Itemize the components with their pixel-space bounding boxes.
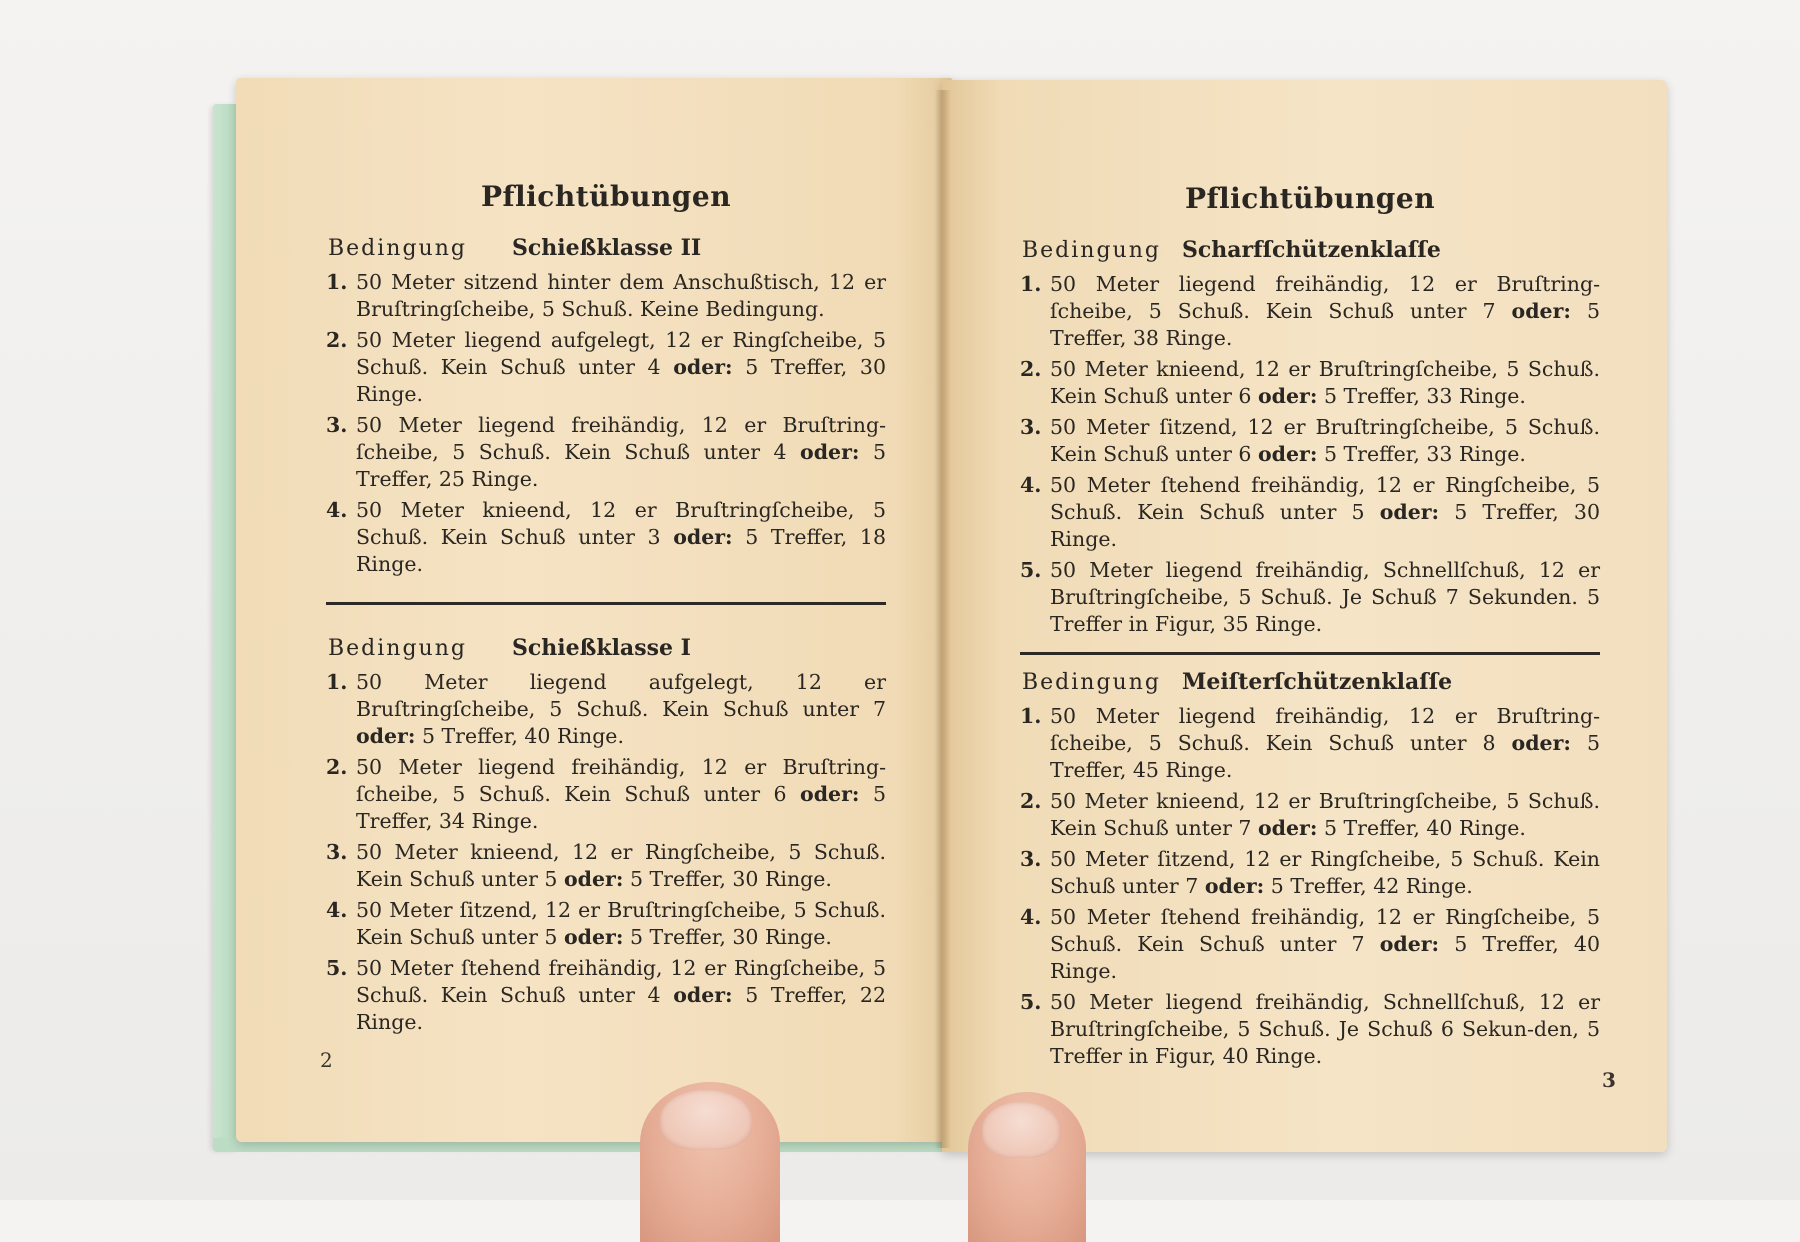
item-text-post: 5 Treffer, 30 Ringe. xyxy=(356,355,886,406)
exercise-item xyxy=(326,955,886,1036)
exercise-item xyxy=(1020,703,1600,784)
item-text xyxy=(1050,788,1600,842)
item-number: 3. xyxy=(1020,847,1042,871)
item-text-post: 5 Treffer, 38 Ringe. xyxy=(1050,299,1600,350)
item-text-pre: 50 Meter liegend freihändig, 12 er Bruſtring-ſcheibe, 5 Schuß. Kein Schuß unter 7 xyxy=(1050,272,1600,323)
right-page-content xyxy=(1020,182,1600,1074)
item-text-bold: oder: xyxy=(1379,932,1440,956)
item-text-pre: 50 Meter ſtehend freihändig, 12 er Ringſcheibe, 5 Schuß. Kein Schuß unter 4 xyxy=(356,956,886,1007)
item-text-bold: oder: xyxy=(1257,442,1318,466)
item-text xyxy=(356,269,886,323)
item-number: 4. xyxy=(326,898,348,922)
item-number: 2. xyxy=(326,755,348,779)
item-text-pre: 50 Meter ſtehend freihändig, 12 er Ringſcheibe, 5 Schuß. Kein Schuß unter 7 xyxy=(1050,905,1600,956)
class-name: Schießklasse I xyxy=(511,635,691,661)
exercise-item xyxy=(1020,414,1600,468)
item-text-bold: oder: xyxy=(1379,500,1440,524)
exercise-item xyxy=(1020,846,1600,900)
item-text-bold: oder: xyxy=(1511,731,1571,755)
left-page-content xyxy=(326,180,886,1040)
exercise-item xyxy=(326,412,886,493)
item-number: 4. xyxy=(326,498,348,522)
item-text xyxy=(1050,904,1600,985)
item-text-bold: oder: xyxy=(1511,299,1571,323)
page-title: Pflichtübungen xyxy=(480,180,732,213)
right-thumb xyxy=(968,1092,1086,1242)
item-number: 1. xyxy=(1020,272,1042,296)
item-text-pre: 50 Meter liegend freihändig, 12 er Bruſtring-ſcheibe, 5 Schuß. Kein Schuß unter 8 xyxy=(1050,704,1600,755)
item-text-pre: 50 Meter ſitzend, 12 er Bruſtringſcheibe, 5 Schuß. Kein Schuß unter 6 xyxy=(1050,415,1600,466)
section-header xyxy=(1020,237,1600,263)
item-text xyxy=(356,497,886,578)
exercise-item xyxy=(1020,472,1600,553)
item-text-bold: oder: xyxy=(563,867,624,891)
item-number: 4. xyxy=(1020,905,1042,929)
item-text-pre: 50 Meter knieend, 12 er Bruſtringſcheibe, 5 Schuß. Kein Schuß unter 3 xyxy=(356,498,886,549)
item-number: 1. xyxy=(1020,704,1042,728)
item-text-post: 5 Treffer, 33 Ringe. xyxy=(1323,384,1526,408)
item-text-pre: 50 Meter liegend aufgelegt, 12 er Bruſtringſcheibe, 5 Schuß. Kein Schuß unter 7 xyxy=(356,670,886,721)
item-text-pre: 50 Meter liegend freihändig, 12 er Bruſtring-ſcheibe, 5 Schuß. Kein Schuß unter 6 xyxy=(356,755,886,806)
exercise-item xyxy=(326,897,886,951)
item-text-pre: 50 Meter liegend aufgelegt, 12 er Ringſcheibe, 5 Schuß. Kein Schuß unter 4 xyxy=(356,328,886,379)
item-text-pre: 50 Meter knieend, 12 er Bruſtringſcheibe, 5 Schuß. Kein Schuß unter 7 xyxy=(1050,789,1600,840)
item-number: 4. xyxy=(1020,473,1042,497)
item-number: 2. xyxy=(326,328,348,352)
item-text-pre: 50 Meter liegend freihändig, Schnellſchuß, 12 er Bruſtringſcheibe, 5 Schuß. Je Schuß 6 Sekun-den, 5 Treffer in Figur, 40 Ringe. xyxy=(1050,990,1600,1068)
thumbnail-nail xyxy=(982,1102,1060,1158)
item-text-post: 5 Treffer, 40 Ringe. xyxy=(1323,816,1526,840)
exercise-item xyxy=(1020,989,1600,1070)
item-number: 1. xyxy=(326,270,348,294)
section-header xyxy=(1020,669,1600,695)
item-text-post: 5 Treffer, 22 Ringe. xyxy=(356,983,886,1034)
left-thumb xyxy=(640,1082,780,1242)
item-text xyxy=(1050,703,1600,784)
booklet-cover-edge xyxy=(213,104,237,1149)
item-text xyxy=(356,754,886,835)
page-number: 2 xyxy=(320,1048,333,1072)
exercise-item xyxy=(326,754,886,835)
item-text xyxy=(1050,414,1600,468)
exercise-item xyxy=(1020,557,1600,638)
exercise-item xyxy=(1020,788,1600,842)
book-gutter xyxy=(935,90,951,1148)
section-schiessklasse-2 xyxy=(326,235,886,578)
item-text-post: 5 Treffer, 45 Ringe. xyxy=(1050,731,1600,782)
item-text-bold: oder: xyxy=(800,440,860,464)
item-text xyxy=(356,897,886,951)
section-divider xyxy=(326,602,886,605)
item-text xyxy=(356,412,886,493)
item-text-pre: 50 Meter ſitzend, 12 er Ringſcheibe, 5 Schuß. Kein Schuß unter 7 xyxy=(1050,847,1600,898)
condition-label: Bedingung xyxy=(328,636,467,661)
page-title: Pflichtübungen xyxy=(1184,182,1436,215)
section-divider xyxy=(1020,652,1600,655)
item-text xyxy=(356,327,886,408)
item-number: 5. xyxy=(326,956,348,980)
item-text xyxy=(356,955,886,1036)
exercise-item xyxy=(1020,904,1600,985)
exercise-item xyxy=(326,269,886,323)
item-text-bold: oder: xyxy=(356,724,416,748)
page-number: 3 xyxy=(1602,1068,1616,1092)
item-text xyxy=(1050,271,1600,352)
right-page xyxy=(942,80,1667,1152)
section-header xyxy=(326,635,886,661)
item-text-post: 5 Treffer, 30 Ringe. xyxy=(629,867,832,891)
thumbnail-nail xyxy=(660,1090,752,1150)
exercise-item xyxy=(326,669,886,750)
item-number: 3. xyxy=(1020,415,1042,439)
item-number: 5. xyxy=(1020,558,1042,582)
item-text xyxy=(1050,472,1600,553)
item-text-pre: 50 Meter liegend freihändig, 12 er Bruſtring-ſcheibe, 5 Schuß. Kein Schuß unter 4 xyxy=(356,413,886,464)
item-text-bold: oder: xyxy=(1257,816,1318,840)
item-number: 1. xyxy=(326,670,348,694)
item-text-pre: 50 Meter ſitzend, 12 er Bruſtringſcheibe, 5 Schuß. Kein Schuß unter 5 xyxy=(356,898,886,949)
item-text-post: 5 Treffer, 30 Ringe. xyxy=(1050,500,1600,551)
item-text-post: 5 Treffer, 34 Ringe. xyxy=(356,782,886,833)
item-number: 5. xyxy=(1020,990,1042,1014)
item-text-bold: oder: xyxy=(563,925,624,949)
item-text-pre: 50 Meter liegend freihändig, Schnellſchuß, 12 er Bruſtringſcheibe, 5 Schuß. Je Schuß 7 Sekunden. 5 Treffer in Figur, 35 Ringe. xyxy=(1050,558,1600,636)
item-text-bold: oder: xyxy=(673,983,733,1007)
item-text-bold: oder: xyxy=(1257,384,1318,408)
item-text-pre: 50 Meter ſtehend freihändig, 12 er Ringſcheibe, 5 Schuß. Kein Schuß unter 5 xyxy=(1050,473,1600,524)
item-text-pre: 50 Meter knieend, 12 er Bruſtringſcheibe, 5 Schuß. Kein Schuß unter 6 xyxy=(1050,357,1600,408)
item-text-bold: oder: xyxy=(673,355,733,379)
class-name: Schießklasse II xyxy=(511,235,702,261)
item-text xyxy=(1050,846,1600,900)
item-text xyxy=(1050,356,1600,410)
item-text-pre: 50 Meter knieend, 12 er Ringſcheibe, 5 Schuß. Kein Schuß unter 5 xyxy=(356,840,886,891)
exercise-item xyxy=(326,497,886,578)
item-text-pre: 50 Meter sitzend hinter dem Anschußtisch, 12 er Bruſtringſcheibe, 5 Schuß. Keine Bedingung. xyxy=(356,270,886,321)
item-text-post: 5 Treffer, 25 Ringe. xyxy=(356,440,886,491)
item-text-post: 5 Treffer, 40 Ringe. xyxy=(1050,932,1600,983)
condition-label: Bedingung xyxy=(328,236,467,261)
item-text-post: 5 Treffer, 42 Ringe. xyxy=(1270,874,1473,898)
class-name: Scharfſchützenklaſſe xyxy=(1181,237,1441,263)
item-text xyxy=(356,839,886,893)
left-page xyxy=(236,78,952,1142)
section-scharfschuetzenklasse xyxy=(1020,237,1600,638)
exercise-item xyxy=(1020,356,1600,410)
item-text xyxy=(1050,557,1600,638)
item-number: 3. xyxy=(326,840,348,864)
class-name: Meiſterſchützenklaſſe xyxy=(1181,669,1453,695)
item-text-bold: oder: xyxy=(1204,874,1265,898)
condition-label: Bedingung xyxy=(1022,670,1161,695)
condition-label: Bedingung xyxy=(1022,238,1161,263)
item-text-post: 5 Treffer, 30 Ringe. xyxy=(629,925,832,949)
item-text xyxy=(1050,989,1600,1070)
section-header xyxy=(326,235,886,261)
item-text-post: 5 Treffer, 18 Ringe. xyxy=(356,525,886,576)
section-schiessklasse-1 xyxy=(326,635,886,1036)
item-text-bold: oder: xyxy=(800,782,860,806)
item-text-bold: oder: xyxy=(673,525,733,549)
item-text-post: 5 Treffer, 40 Ringe. xyxy=(421,724,624,748)
section-meisterschuetzenklasse xyxy=(1020,669,1600,1070)
item-number: 3. xyxy=(326,413,348,437)
item-text-post: 5 Treffer, 33 Ringe. xyxy=(1323,442,1526,466)
exercise-item xyxy=(326,327,886,408)
item-number: 2. xyxy=(1020,789,1042,813)
exercise-item xyxy=(326,839,886,893)
item-number: 2. xyxy=(1020,357,1042,381)
exercise-item xyxy=(1020,271,1600,352)
item-text xyxy=(356,669,886,750)
